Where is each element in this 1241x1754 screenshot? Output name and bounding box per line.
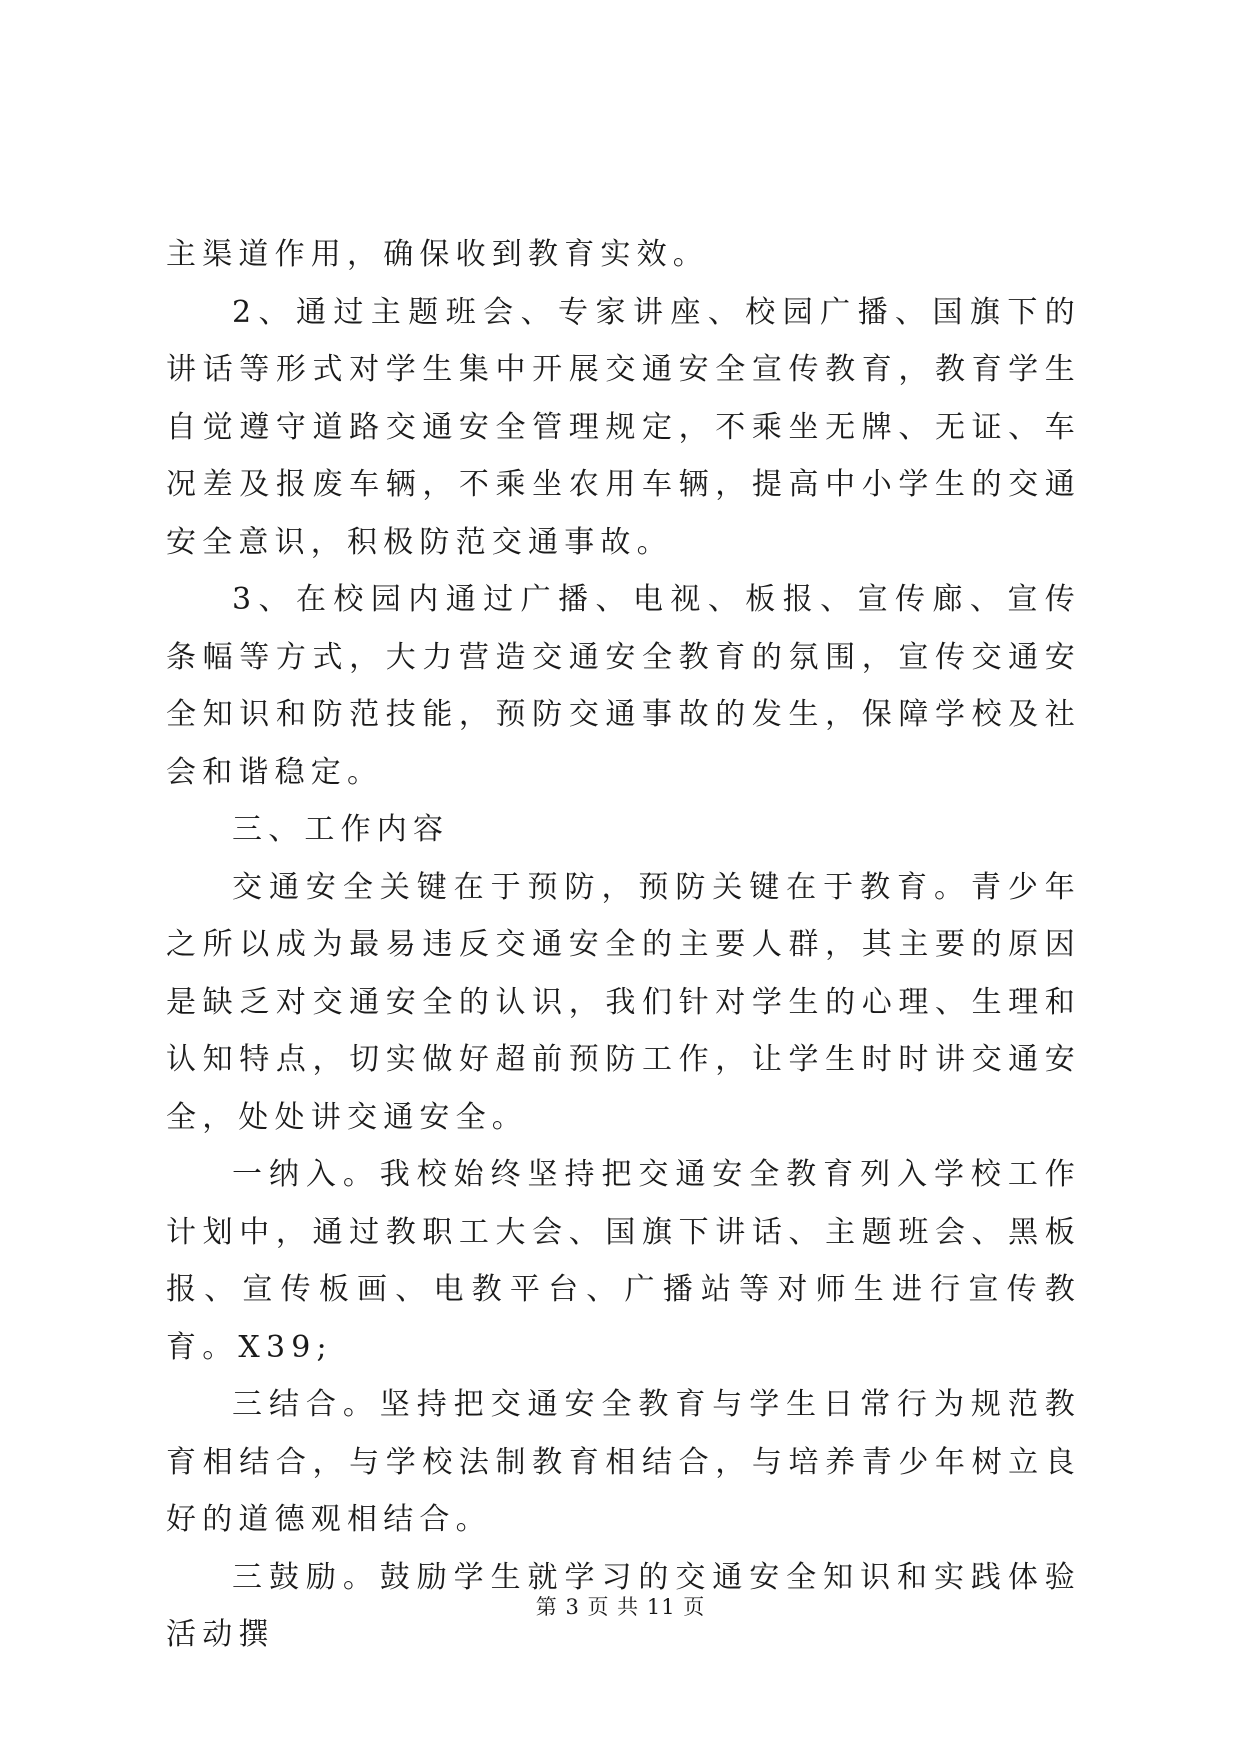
paragraph-item-3: 3、在校园内通过广播、电视、板报、宣传廊、宣传条幅等方式，大力营造交通安全教育的氛围，宣传交通安全知识和防范技能，预防交通事故的发生，保障学校及社会和谐稳定。 xyxy=(166,582,1081,790)
paragraph-continuation: 主渠道作用，确保收到教育实效。 xyxy=(166,237,709,272)
document-body xyxy=(166,226,1081,1664)
paragraph-three-encourage: 三鼓励。鼓励学生就学习的交通安全知识和实践体验活动撰 xyxy=(166,1559,1081,1652)
section-heading-work-content: 三、工作内容 xyxy=(232,812,450,847)
paragraph-one-include: 一纳入。我校始终坚持把交通安全教育列入学校工作计划中，通过教职工大会、国旗下讲话、主题班会、黑板报、宣传板画、电教平台、广播站等对师生进行宣传教育。X39; xyxy=(166,1157,1081,1365)
paragraph-three-combine: 三结合。坚持把交通安全教育与学生日常行为规范教育相结合，与学校法制教育相结合，与培养青少年树立良好的道德观相结合。 xyxy=(166,1387,1081,1537)
paragraph-item-2: 2、通过主题班会、专家讲座、校园广播、国旗下的讲话等形式对学生集中开展交通安全宣传教育，教育学生自觉遵守道路交通安全管理规定，不乘坐无牌、无证、车况差及报废车辆，不乘坐农用车辆，提高中小学生的交通安全意识，积极防范交通事故。 xyxy=(166,294,1081,560)
page-footer xyxy=(0,1592,1241,1622)
paragraph-prevention: 交通安全关键在于预防，预防关键在于教育。青少年之所以成为最易违反交通安全的主要人群，其主要的原因是缺乏对交通安全的认识，我们针对学生的心理、生理和认知特点，切实做好超前预防工作，让学生时时讲交通安全，处处讲交通安全。 xyxy=(166,869,1081,1135)
page-number: 第 3 页 共 11 页 xyxy=(535,1595,706,1619)
